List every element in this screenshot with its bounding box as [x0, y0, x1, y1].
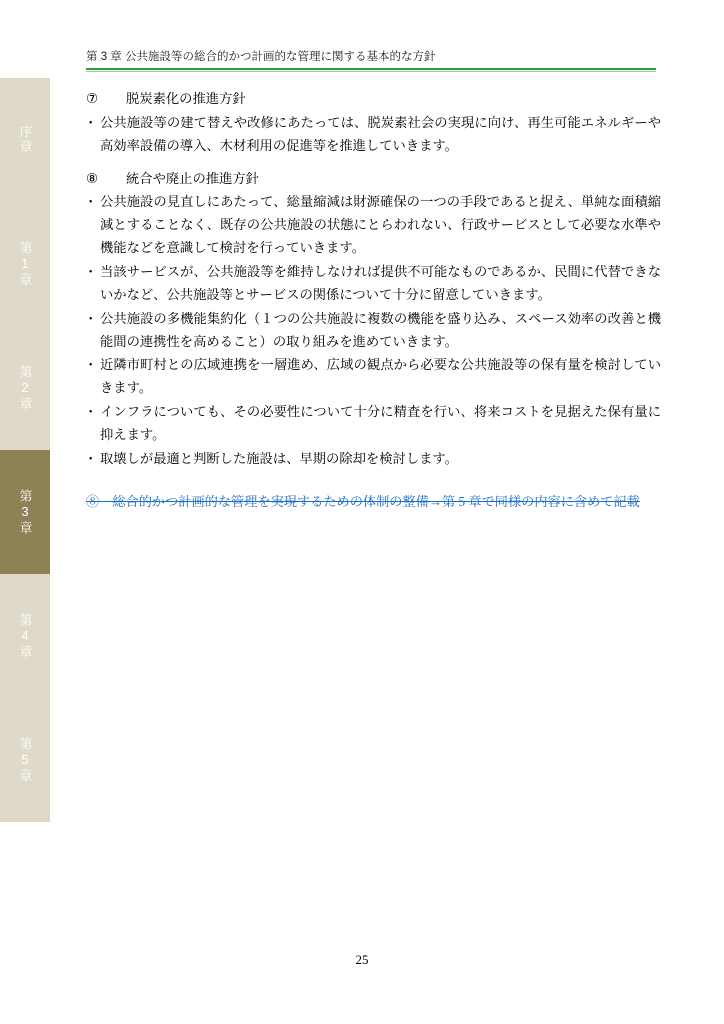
chapter-tab-label: 第2章	[17, 364, 33, 412]
list-item: ・ 公共施設の多機能集約化（１つの公共施設に複数の機能を盛り込み、スペース効率の改善と機能間の連携性を高めること）の取り組みを進めていきます。	[86, 308, 661, 354]
section-block	[86, 88, 661, 158]
header-divider	[86, 68, 656, 72]
section-title: 脱炭素化の推進方針	[126, 91, 246, 106]
chapter-tab-label: 第1章	[17, 240, 33, 288]
section-title: 統合や廃止の推進方針	[126, 170, 259, 186]
sidebar-item-chapter-3[interactable]	[0, 450, 50, 574]
chapter-tab-label: 第3章	[17, 488, 33, 536]
section-number: ⑧	[86, 170, 98, 186]
chapter-tab-label: 第4章	[17, 612, 33, 660]
page-number: 25	[355, 952, 369, 967]
document-body	[86, 82, 661, 513]
page-header	[86, 48, 656, 72]
list-item: ・ 近隣市町村との広域連携を一層進め、広域の観点から必要な公共施設等の保有量を検討していきます。	[86, 354, 661, 400]
sidebar-item-chapter-1[interactable]	[0, 202, 50, 326]
chapter-tab-label: 序章	[17, 125, 33, 155]
section-block	[86, 168, 661, 471]
sidebar-item-chapter-0[interactable]	[0, 78, 50, 202]
sidebar-item-chapter-4[interactable]	[0, 574, 50, 698]
list-item: ・ 取壊しが最適と判断した施設は、早期の除却を検討します。	[86, 448, 661, 471]
page-title: 第 3 章 公共施設等の総合的かつ計画的な管理に関する基本的な方針	[86, 51, 436, 63]
chapter-tab-rail	[0, 78, 50, 822]
bullet-list	[86, 112, 661, 158]
bullet-list	[86, 191, 661, 470]
sidebar-item-chapter-2[interactable]	[0, 326, 50, 450]
sidebar-item-chapter-5[interactable]	[0, 698, 50, 822]
section-number: ⑦	[86, 91, 98, 106]
list-item: ・ インフラについても、その必要性について十分に精査を行い、将来コストを見据えた保有量に抑えます。	[86, 401, 661, 447]
chapter-tab-label: 第5章	[17, 736, 33, 784]
list-item: ・ 当該サービスが、公共施設等を維持しなければ提供不可能なものであるか、民間に代替できないかなど、公共施設等とサービスの関係について十分に留意していきます。	[86, 261, 661, 307]
list-item: ・ 公共施設等の建て替えや改修にあたっては、脱炭素社会の実現に向け、再生可能エネルギーや高効率設備の導入、木材利用の促進等を推進していきます。	[86, 112, 661, 158]
list-item: ・ 公共施設の見直しにあたって、総量縮減は財源確保の一つの手段であると捉え、単純な面積縮減とすることなく、既存の公共施設の状態にとらわれない、行政サービスとして必要な水準や機能などを意識して検討を行っていきます。	[86, 191, 661, 260]
section-heading	[86, 168, 661, 191]
section-heading	[86, 88, 661, 111]
struck-through-note: ⑧ 総合的かつ計画的な管理を実現するための体制の整備→第 5 章で同様の内容に含めて記載	[86, 493, 640, 509]
